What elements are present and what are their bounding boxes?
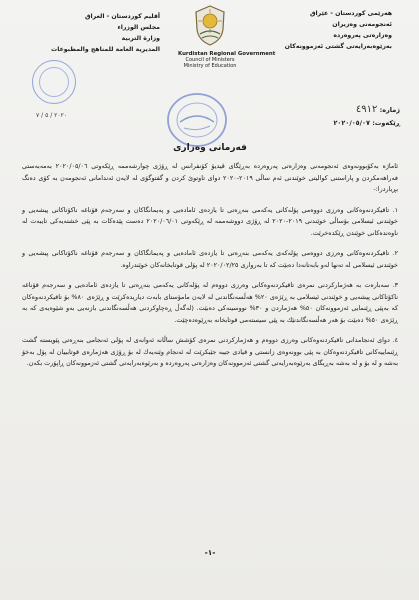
header-right-line-1: هەرێمی كوردستان - عێراق <box>309 10 392 17</box>
header-right-line-3: وەزارەتی پەروەردە <box>333 32 392 39</box>
document-body <box>22 161 398 379</box>
number-label: ژمارە: <box>379 106 400 114</box>
clause-3: ٣. سەبارەت بە هەژماركردنی نمرەی تاقیكردنەوەكانی وەرزی دووەم لە پۆلەكانی یەكەمی بنەڕەتی تا یازدەی ئامادەیی و سەرجەم قۆناغە ناكۆتاكانی پیشەیی و خوێندنی ئیسلامی بە ڕێژەی ٢٠% هەڵسەنگاندنی لە لایەن مامۆستای بابەت دیاریدەكرێت و ڕێژەی ٨٠% بۆ تاقیكردنەوەكان كە بەپێی ڕێنمایی ئەزموونەكان ٥٠% هەژماردن و ٣٠% نووسینەكی دەبێت. (لەگەڵ ڕەچاوكردنی هەڵسەنگاندنی بازنەیی بەو شێوەیەی كە بە ڕێژەی ٥٠% دەبێت بۆ هەر هەڵسەنگاندنێك بە پێی سیستەمی قوتابخانە بەڕێوەدەچێت. <box>22 281 399 324</box>
number-value: ٤٩١٢ <box>355 104 378 115</box>
date-label: ڕێكەوت: <box>372 119 400 127</box>
ministry-of-education-english: Ministry of Education <box>183 63 237 69</box>
clause-2: ٢. تاقیكردنەوەكانی وەرزی دووەمی پۆلەكەی یەكەمی بنەڕەتی تا یازدەی ئامادەیی و پەیمانگاكان و سەرجەم قۆناغە ناكۆتاكانی پیشەیی و خوێندنی ئیسلامی لە تەنها لەو بابەتانەدا دەبێت كە تا بەرواری ٢٠٢٠/٠٢/٢٥ لە پۆلی قوتابخانەكان خوێندراوە. <box>22 249 398 269</box>
header-right-line-4: بەرێوەبەرایەتی گشتی ئەزموونەكان <box>284 43 392 50</box>
intro-paragraph: ئاماژە بەكۆبوونەوەی ئەنجومەنی وەزارەتی پەروەردە بەڕێگای ڤیدیۆ كۆنفرانس لە ڕۆژی چوارشەممە ڕێكەوتی ٢٠٢٠/٠٥/٠٦ بەمەبەستی فەراهەمكردن و پاراستنی كوالیتی خوێندنی ئەم ساڵی ٢٠١٩-٢٠٢٠ دوای تاوتوێ كردن و گفتوگۆی لە لایەن ئەندامانی ئەنجومەن بە كۆی دەنگ بڕیاردرا:- <box>22 162 398 193</box>
government-emblem-block <box>178 3 276 69</box>
ministry-stamp-icon <box>166 92 228 148</box>
header-right-block <box>262 8 392 52</box>
header-left-block <box>50 11 160 55</box>
stamp-date: ٢٠٢٠ / ٥ / ٧ <box>36 112 68 119</box>
clause-4: ٤. دوای ئەنجامدانی تاقیكردنەوەكانی وەرزی دووەم و هەژماركردنی نمرەی كۆشش ساڵانە ئەوانەی لە پۆلی ئەنجامی بنەڕەتی پێویستە گشت ڕێنماییەكانی تاقیكردنەوەكان بە پێی بوونەوەی زانستی و قیادی جیبە جێبكرێت لە ئەنجام وێنەیەك لە بۆ ڕۆژی هەژمارەی قوتابییان لە پۆل بەخۆ بەشە و لە بۆ و لە بەشە بەڕیگای بەرێوەبەرایەتی گشتی ئەزموونەكان وەزارەتی پەروەردە و بەرێوەبەرایەتی گشتی ئەزموونەكان ڕاپۆرت بكەن. <box>22 336 398 367</box>
reference-block <box>300 103 400 130</box>
header-left-line-1: أقليم كوردستان - العراق <box>85 13 160 20</box>
left-stamp-inner-ring <box>39 67 69 97</box>
header-left-line-3: وزارة التربية <box>121 35 160 42</box>
council-of-ministers-english: Council of Ministers <box>185 57 235 63</box>
document-title: فەرمانی وەزاری <box>173 143 247 153</box>
header-right-line-2: ئەنجومەنی وەزیران <box>332 21 392 28</box>
clause-1: ١. تاقیكردنەوەكانی وەرزی دووەمی پۆلەكانی یەكەمی بنەڕەتی تا یازدەی ئامادەیی و پەیمانگاكان و سەرجەم قۆناغە ناكۆتاكانی پیشەیی و خوێندنی ئیسلامی بۆساڵی خوێندنی ٢٠١٩-٢٠٢٠ لە ڕۆژی دووشەممە لە ڕێكەوتی ٢٠٢٠/٠٦/٠١ دەست پێدەكات بە پێی خشتەیەكی تایبەت لە ناوەندەكانی خوێندن ڕێكدەخرێت. <box>22 205 398 237</box>
header-left-line-4: المديرية العامة للمناهج والمطبوعات <box>51 46 160 53</box>
krg-emblem-icon <box>190 3 230 47</box>
date-value: ٢٠٢٠/٠٥/٠٧ <box>333 119 370 127</box>
page-number: -١- <box>204 548 216 557</box>
krg-name-english: Kurdistan Regional Government <box>178 51 276 57</box>
left-round-stamp <box>32 60 76 104</box>
header-left-line-2: مجلس الوزراء <box>117 24 160 31</box>
